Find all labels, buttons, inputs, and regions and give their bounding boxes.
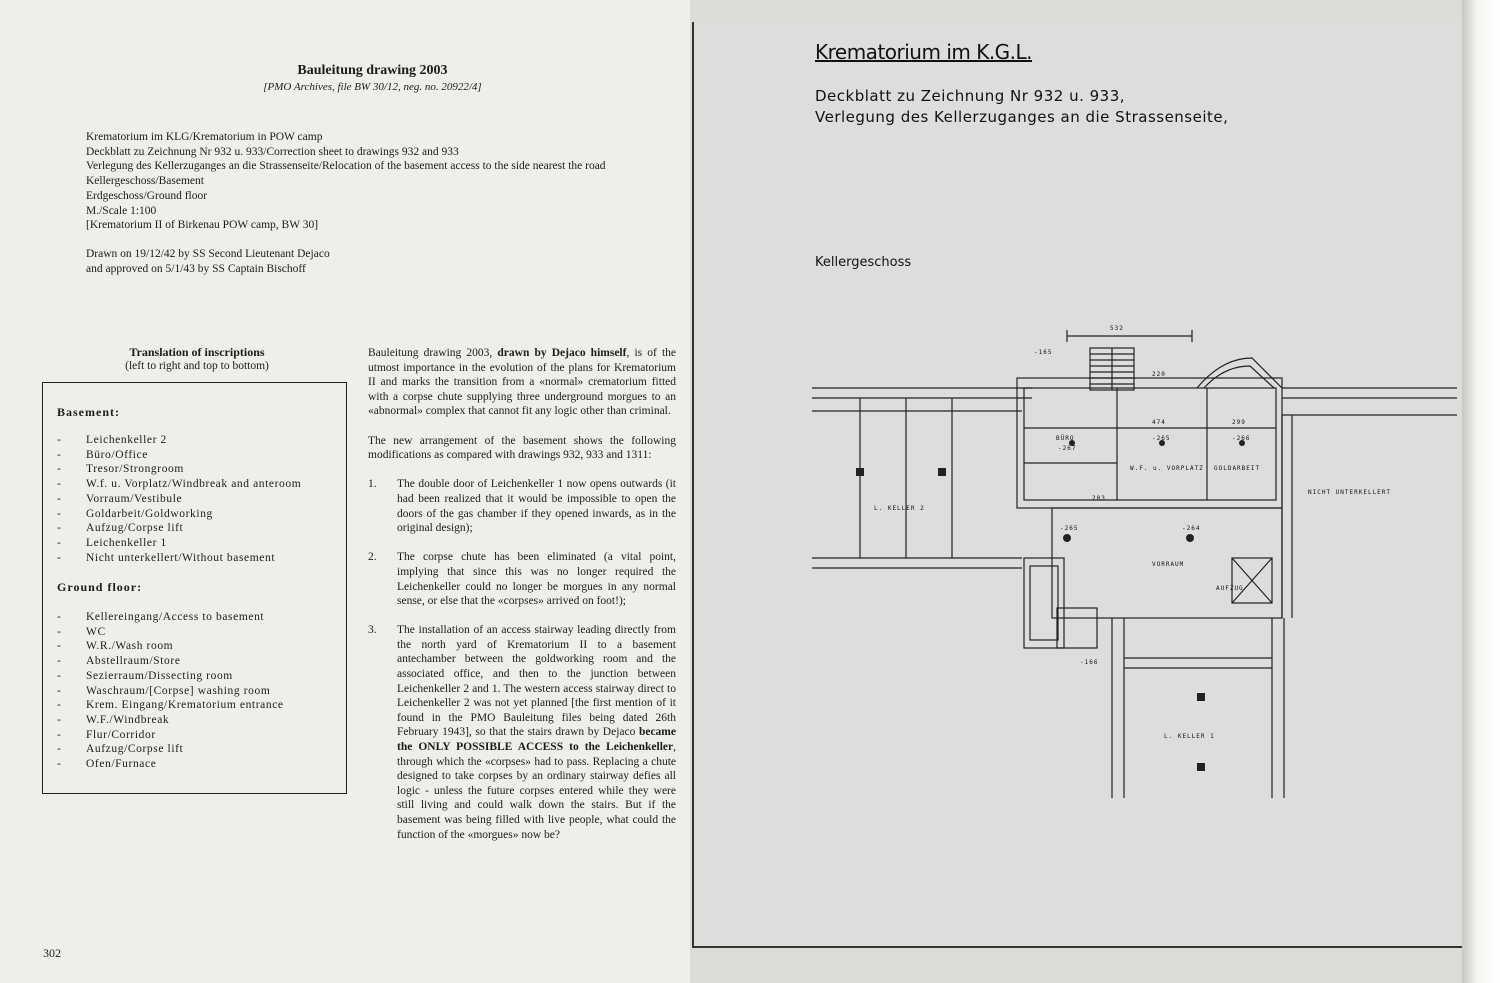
body-paragraph: Bauleitung drawing 2003, drawn by Dejaco himself, is of the utmost importance in the evolution of the plans for Krematorium II and marks the transition from a «normal» crematorium fitted with a corpse chute supplying three underground morgues to an «abnormal» complex that cannot fit any logic other than criminal.	[368, 347, 676, 418]
info-line: M./Scale 1:100	[86, 204, 157, 217]
drawn-by	[86, 247, 330, 276]
page-edge	[1462, 0, 1500, 983]
dimension-label: 532	[1110, 325, 1124, 332]
list-item: - Sezierraum/Dissecting room	[57, 669, 233, 682]
list-item: - Aufzug/Corpse lift	[57, 743, 184, 756]
translation-title: Translation of inscriptions	[129, 345, 265, 359]
list-item: - Flur/Corridor	[57, 728, 156, 741]
ground-floor-list	[57, 610, 284, 772]
list-item: - W.F./Windbreak	[57, 713, 170, 726]
info-line: Kellergeschoss/Basement	[86, 175, 204, 188]
plan-label-keller2: L. KELLER 2	[874, 505, 925, 512]
info-line: [Krematorium II of Birkenau POW camp, BW 30]	[86, 219, 319, 232]
basement-heading: Basement:	[57, 405, 120, 419]
list-item: - Krem. Eingang/Krematorium entrance	[57, 699, 284, 712]
plan-label-nicht-unterkellert: NICHT UNTERKELLERT	[1308, 489, 1392, 496]
list-item: - Büro/Office	[57, 448, 148, 461]
numbered-item: 3. The installation of an access stairway leading directly from the north yard of Krematorium II to a basement antechamber between the goldworking room and the associated office, and then to the junction between Leichenkeller 2 and 1. The western access stairway direct to Leichenkeller 2 was not yet planned [the first mention of it found in the PMO Bauleitung files being dated 26th February 1943], so that the stairs drawn by Dejaco became the ONLY POSSIBLE ACCESS to the Leichenkeller, through which the «corpses» had to pass. Replacing a chute designed to take corpses by an ordinary stairway defies all logic - unless the future corpses entered while they were still living and could walk down the stairs. But if the basement was being filled with live people, what could the function of the «morgues» now be?	[368, 624, 676, 841]
list-item: - Tresor/Strongroom	[57, 463, 184, 476]
info-line: Verlegung des Kellerzuganges an die Strassenseite/Relocation of the basement access to the side nearest the road	[86, 160, 606, 173]
body-text	[368, 346, 676, 857]
plan-label-aufzug: AUFZUG	[1216, 585, 1244, 592]
dimension-label: 203	[1092, 495, 1106, 502]
list-item: - Ofen/Furnace	[57, 758, 157, 771]
numbered-item: 1. The double door of Leichenkeller 1 now opens outwards (it had been realized that it would be impossible to open the doors of the gas chamber if they opened inwards, as in the original design);	[368, 478, 676, 535]
dimension-label: 474	[1152, 419, 1166, 426]
plan-label-buro: BÜRO	[1056, 435, 1075, 442]
info-line: Erdgeschoss/Ground floor	[86, 189, 208, 202]
plan-label-goldarbeit: GOLDARBEIT	[1214, 465, 1261, 472]
dimension-label: -265	[1060, 525, 1079, 532]
archive-reference: [PMO Archives, file BW 30/12, neg. no. 20922/4]	[263, 81, 482, 93]
translation-subtitle: (left to right and top to bottom)	[125, 360, 269, 372]
list-item: - Vorraum/Vestibule	[57, 492, 183, 505]
translation-box	[42, 382, 347, 794]
drawn-line: Drawn on 19/12/42 by SS Second Lieutenant Dejaco	[86, 248, 330, 260]
dimension-label: -266	[1232, 435, 1251, 442]
dimension-label: 299	[1232, 419, 1246, 426]
numbered-item: 2. The corpse chute has been eliminated (a vital point, implying that since this was no longer required the Leichenkeller could no longer be morgues in any normal sense, or else that the «corpses» arrived on foot!);	[368, 551, 676, 608]
list-item: - Leichenkeller 1	[57, 536, 167, 549]
list-item: - Goldarbeit/Goldworking	[57, 507, 213, 520]
page-number: 302	[43, 946, 61, 960]
dimension-label: -267	[1058, 445, 1077, 452]
info-line: Krematorium im KLG/Krematorium in POW camp	[86, 131, 323, 143]
list-item: - Leichenkeller 2	[57, 434, 167, 446]
ground-floor-heading: Ground floor:	[57, 580, 143, 594]
handwritten-line: Verlegung des Kellerzuganges an die Strassenseite,	[815, 108, 1229, 126]
info-line: Deckblatt zu Zeichnung Nr 932 u. 933/Correction sheet to drawings 932 and 933	[86, 145, 459, 158]
list-item: - Abstellraum/Store	[57, 655, 181, 668]
dimension-label: 220	[1152, 371, 1166, 378]
plan-label-vorplatz: W.F. u. VORPLATZ	[1130, 465, 1204, 472]
plan-label-keller1: L. KELLER 1	[1164, 733, 1215, 740]
list-item: - W.R./Wash room	[57, 640, 174, 653]
list-item: - W.f. u. Vorplatz/Windbreak and anteroom	[57, 478, 302, 491]
dimension-label: -264	[1182, 525, 1201, 532]
basement-floor-plan	[812, 318, 1457, 798]
list-item: - Waschraum/[Corpse] washing room	[57, 684, 271, 697]
list-item: - Aufzug/Corpse lift	[57, 522, 184, 535]
drawing-info	[86, 130, 606, 233]
handwritten-basement-label: Kellergeschoss	[815, 255, 912, 270]
plan-label-vorraum: VORRAUM	[1152, 561, 1185, 568]
handwritten-title: Krematorium im K.G.L.	[815, 40, 1033, 64]
basement-list	[57, 433, 301, 565]
drawn-line: and approved on 5/1/43 by SS Captain Bischoff	[86, 262, 306, 275]
dimension-label: -165	[1034, 349, 1053, 356]
list-item: - Kellereingang/Access to basement	[57, 611, 265, 623]
list-item: - WC	[57, 625, 106, 638]
handwritten-line: Deckblatt zu Zeichnung Nr 932 u. 933,	[815, 87, 1126, 105]
dimension-label: -265	[1152, 435, 1171, 442]
body-paragraph: The new arrangement of the basement shows the following modifications as compared with drawings 932, 933 and 1311:	[368, 434, 676, 462]
dimension-label: -166	[1080, 659, 1099, 666]
list-item: - Nicht unterkellert/Without basement	[57, 551, 276, 564]
page-title: Bauleitung drawing 2003	[297, 63, 448, 78]
